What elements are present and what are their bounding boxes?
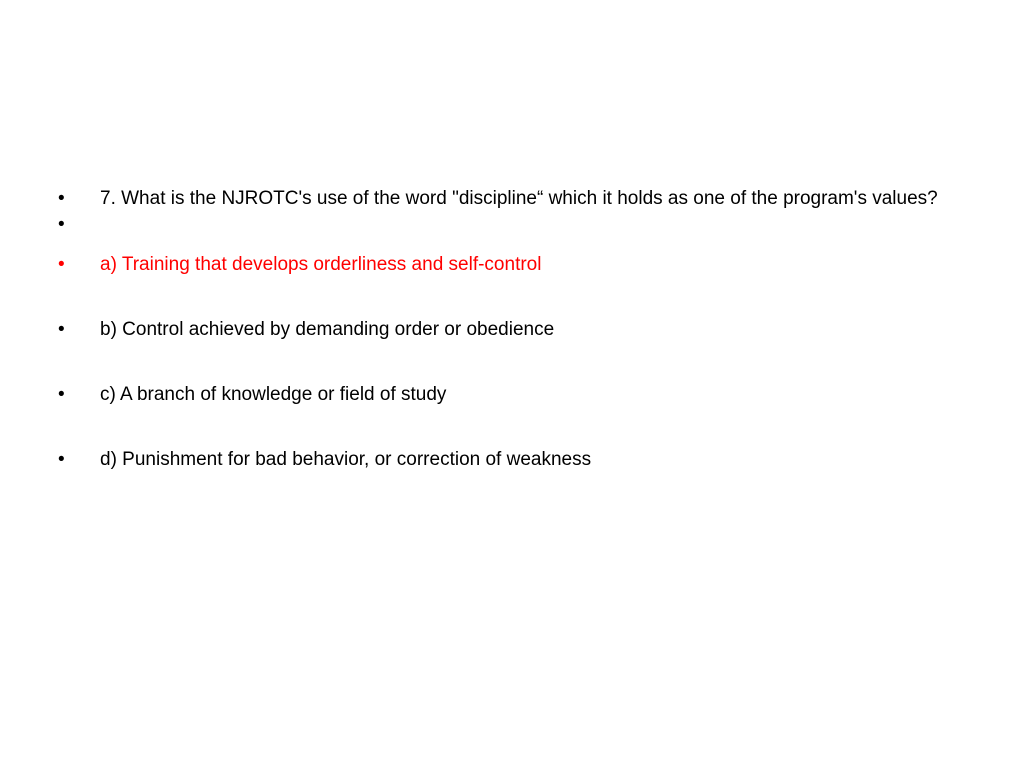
bullet-icon: • [58,214,65,235]
answer-option-a [56,252,956,278]
answer-text: c) A branch of knowledge or field of study [100,384,447,405]
bullet-icon: • [58,449,65,470]
empty-bullet-item [56,212,956,238]
question-text: 7. What is the NJROTC's use of the word "discipline“ which it holds as one of the program's values? [100,188,938,209]
answer-text: b) Control achieved by demanding order or obedience [100,319,555,340]
bullet-icon: • [58,384,65,405]
bullet-icon: • [58,319,65,340]
bullet-icon: • [58,188,65,209]
answer-text: d) Punishment for bad behavior, or correction of weakness [100,449,592,470]
answer-option-b [56,317,956,343]
answer-text: a) Training that develops orderliness and self-control [100,254,542,275]
answer-option-c [56,382,956,408]
bullet-icon: • [58,254,65,275]
answer-option-d [56,447,956,473]
bullet-list [56,186,956,512]
question-item [56,186,956,212]
